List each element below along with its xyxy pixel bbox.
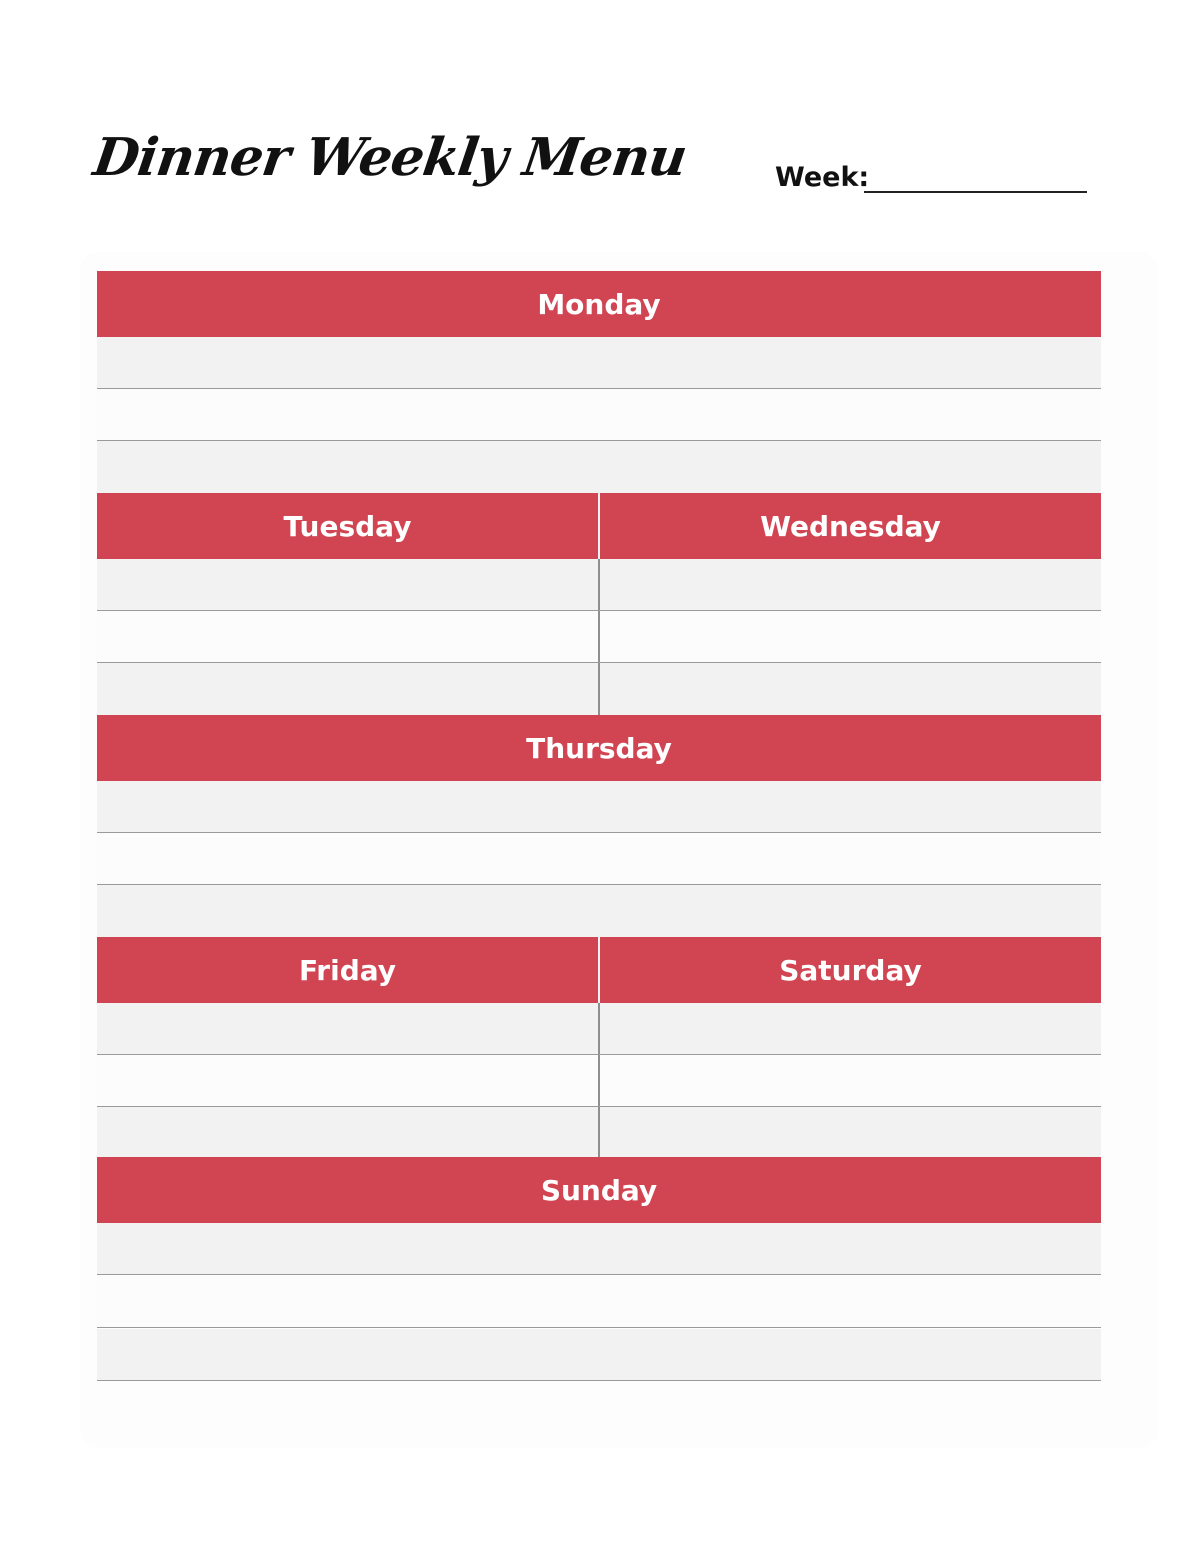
thursday-line-3[interactable] xyxy=(97,885,1101,937)
monday-label: Monday xyxy=(537,287,661,321)
wednesday-line-3[interactable] xyxy=(598,663,1101,715)
friday-line-3[interactable] xyxy=(97,1107,598,1159)
wednesday-line-2[interactable] xyxy=(598,611,1101,662)
sunday-line-1[interactable] xyxy=(97,1223,1101,1275)
tue-wed-line-2 xyxy=(97,611,1101,663)
friday-label: Friday xyxy=(298,953,397,987)
monday-header xyxy=(97,271,1101,337)
fri-sat-line-1 xyxy=(97,1003,1101,1055)
saturday-line-1[interactable] xyxy=(598,1003,1101,1054)
fri-sat-line-3 xyxy=(97,1107,1101,1159)
week-write-line[interactable] xyxy=(864,191,1087,193)
wednesday-line-1[interactable] xyxy=(598,559,1101,610)
sunday-label: Sunday xyxy=(540,1173,658,1207)
thursday-label: Thursday xyxy=(526,731,672,765)
tue-wed-line-3 xyxy=(97,663,1101,715)
sunday-line-2[interactable] xyxy=(97,1276,1101,1328)
tuesday-line-2[interactable] xyxy=(97,611,598,662)
wednesday-label: Wednesday xyxy=(598,493,1101,559)
friday-saturday-header xyxy=(97,937,1101,1003)
tuesday-line-1[interactable] xyxy=(97,559,598,610)
week-field[interactable] xyxy=(775,158,1087,198)
thursday-header xyxy=(97,715,1101,781)
thursday-line-1[interactable] xyxy=(97,781,1101,833)
sunday-line-3[interactable] xyxy=(97,1329,1101,1381)
week-label: Week: xyxy=(775,162,870,193)
friday-line-1[interactable] xyxy=(97,1003,598,1054)
saturday-line-2[interactable] xyxy=(598,1055,1101,1106)
monday-line-3[interactable] xyxy=(97,441,1101,493)
page-title: Dinner Weekly Menu xyxy=(89,127,691,188)
fri-sat-line-2 xyxy=(97,1055,1101,1107)
tuesday-line-3[interactable] xyxy=(97,663,598,715)
monday-line-2[interactable] xyxy=(97,389,1101,441)
saturday-line-3[interactable] xyxy=(598,1107,1101,1159)
thursday-line-2[interactable] xyxy=(97,833,1101,885)
monday-line-1[interactable] xyxy=(97,337,1101,389)
tuesday-wednesday-header xyxy=(97,493,1101,559)
sunday-header xyxy=(97,1157,1101,1223)
saturday-label: Saturday xyxy=(598,937,1101,1003)
tuesday-label: Tuesday xyxy=(283,509,412,543)
tue-wed-line-1 xyxy=(97,559,1101,611)
friday-line-2[interactable] xyxy=(97,1055,598,1106)
